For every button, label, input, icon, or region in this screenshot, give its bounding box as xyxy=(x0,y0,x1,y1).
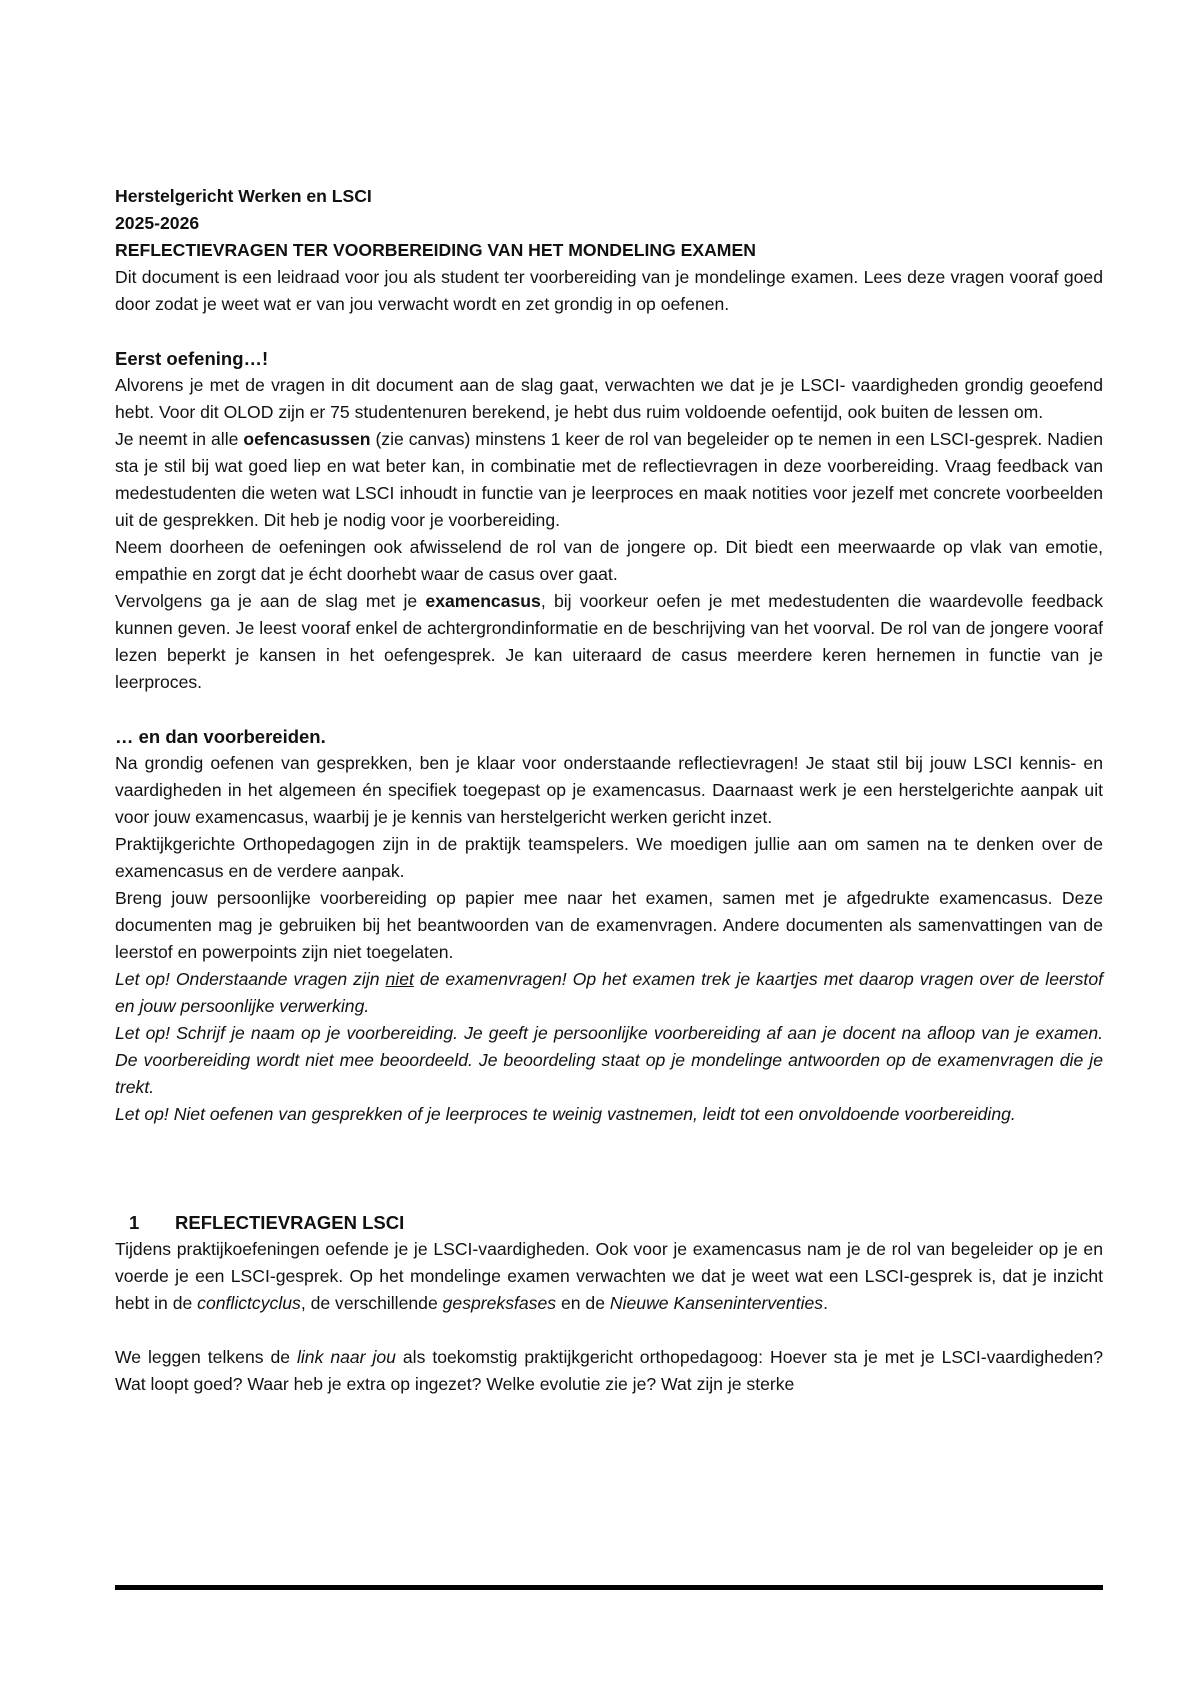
chapter-1-paragraph-2: We leggen telkens de link naar jou als toekomstig praktijkgericht orthopedagoog: Hoever sta je met je LSCI-vaardigheden? Wat loopt goed? Waar heb je extra op ingezet? Welke evolutie zie je? Wat zijn je sterke xyxy=(115,1347,1103,1394)
oefening-paragraph-3: Neem doorheen de oefeningen ook afwisselend de rol van de jongere op. Dit biedt een meerwaarde op vlak van emotie, empathie en zorgt dat je écht doorhebt waar de casus over gaat. xyxy=(115,537,1103,584)
voorbereiden-paragraph-3: Breng jouw persoonlijke voorbereiding op papier mee naar het examen, samen met je afgedrukte examencasus. Deze documenten mag je gebruiken bij het beantwoorden van de examenvragen. Andere documenten als samenvattingen van de leerstof en powerpoints zijn niet toegelaten. xyxy=(115,888,1103,962)
note-3: Let op! Niet oefenen van gesprekken of je leerproces te weinig vastnemen, leidt tot een onvoldoende voorbereiding. xyxy=(115,1104,1016,1124)
oefening-paragraph-4: Vervolgens ga je aan de slag met je examencasus, bij voorkeur oefen je met medestudenten die waardevolle feedback kunnen geven. Je leest vooraf enkel de achtergrondinformatie en de beschrijving van het voorval. De rol van de jongere vooraf lezen beperkt je kansen in het oefengesprek. Je kan uiteraard de casus meerdere keren hernemen in functie van je leerproces. xyxy=(115,591,1103,692)
chapter-title: REFLECTIEVRAGEN LSCI xyxy=(175,1212,405,1233)
oefening-paragraph-1: Alvorens je met de vragen in dit document aan de slag gaat, verwachten we dat je je LSCI- vaardigheden grondig geoefend hebt. Voor dit OLOD zijn er 75 studentenuren berekend, je hebt dus ruim voldoende oefentijd, ook buiten de lessen om. xyxy=(115,375,1103,422)
note-1: Let op! Onderstaande vragen zijn niet de examenvragen! Op het examen trek je kaartjes met daarop vragen over de leerstof en jouw persoonlijke verwerking. xyxy=(115,969,1103,1016)
chapter-1-heading xyxy=(115,1209,1103,1236)
academic-year: 2025-2026 xyxy=(115,213,200,233)
voorbereiden-paragraph-1: Na grondig oefenen van gesprekken, ben je klaar voor onderstaande reflectievragen! Je staat stil bij jouw LSCI kennis- en vaardigheden in het algemeen én specifiek toegepast op je examencasus. Daarnaast werk je een herstelgerichte aanpak uit voor jouw examencasus, waarbij je je kennis van herstelgericht werken gericht inzet. xyxy=(115,753,1103,827)
section-title-voorbereiden: … en dan voorbereiden. xyxy=(115,726,326,747)
section-title-oefening: Eerst oefening…! xyxy=(115,348,269,369)
chapter-1-paragraph-1: Tijdens praktijkoefeningen oefende je je LSCI-vaardigheden. Ook voor je examencasus nam je de rol van begeleider op je en voerde je een LSCI-gesprek. Op het mondelinge examen verwachten we dat je weet wat een LSCI-gesprek is, dat je inzicht hebt in de conflictcyclus, de verschillende gespreksfases en de Nieuwe Kanseninterventies. xyxy=(115,1239,1103,1313)
oefening-paragraph-2: Je neemt in alle oefencasussen (zie canvas) minstens 1 keer de rol van begeleider op te nemen in een LSCI-gesprek. Nadien sta je stil bij wat goed liep en wat beter kan, in combinatie met de reflectievragen in deze voorbereiding. Vraag feedback van medestudenten die weten wat LSCI inhoudt in functie van je leerproces en maak notities voor jezelf met concrete voorbeelden uit de gesprekken. Dit heb je nodig voor je voorbereiding. xyxy=(115,429,1103,530)
intro-paragraph: Dit document is een leidraad voor jou als student ter voorbereiding van je mondelinge examen. Lees deze vragen vooraf goed door zodat je weet wat er van jou verwacht wordt en zet grondig in op oefenen. xyxy=(115,267,1103,314)
document-page xyxy=(115,183,1103,1398)
note-2: Let op! Schrijf je naam op je voorbereiding. Je geeft je persoonlijke voorbereiding af aan je docent na afloop van je examen. De voorbereiding wordt niet mee beoordeeld. Je beoordeling staat op je mondelinge antwoorden op de examenvragen die je trekt. xyxy=(115,1023,1103,1097)
page-bottom-rule xyxy=(115,1585,1103,1590)
voorbereiden-paragraph-2: Praktijkgerichte Orthopedagogen zijn in de praktijk teamspelers. We moedigen jullie aan om samen na te denken over de examencasus en de verdere aanpak. xyxy=(115,834,1103,881)
course-title: Herstelgericht Werken en LSCI xyxy=(115,186,372,206)
chapter-number: 1 xyxy=(129,1212,140,1233)
document-title: REFLECTIEVRAGEN TER VOORBEREIDING VAN HET MONDELING EXAMEN xyxy=(115,240,756,260)
